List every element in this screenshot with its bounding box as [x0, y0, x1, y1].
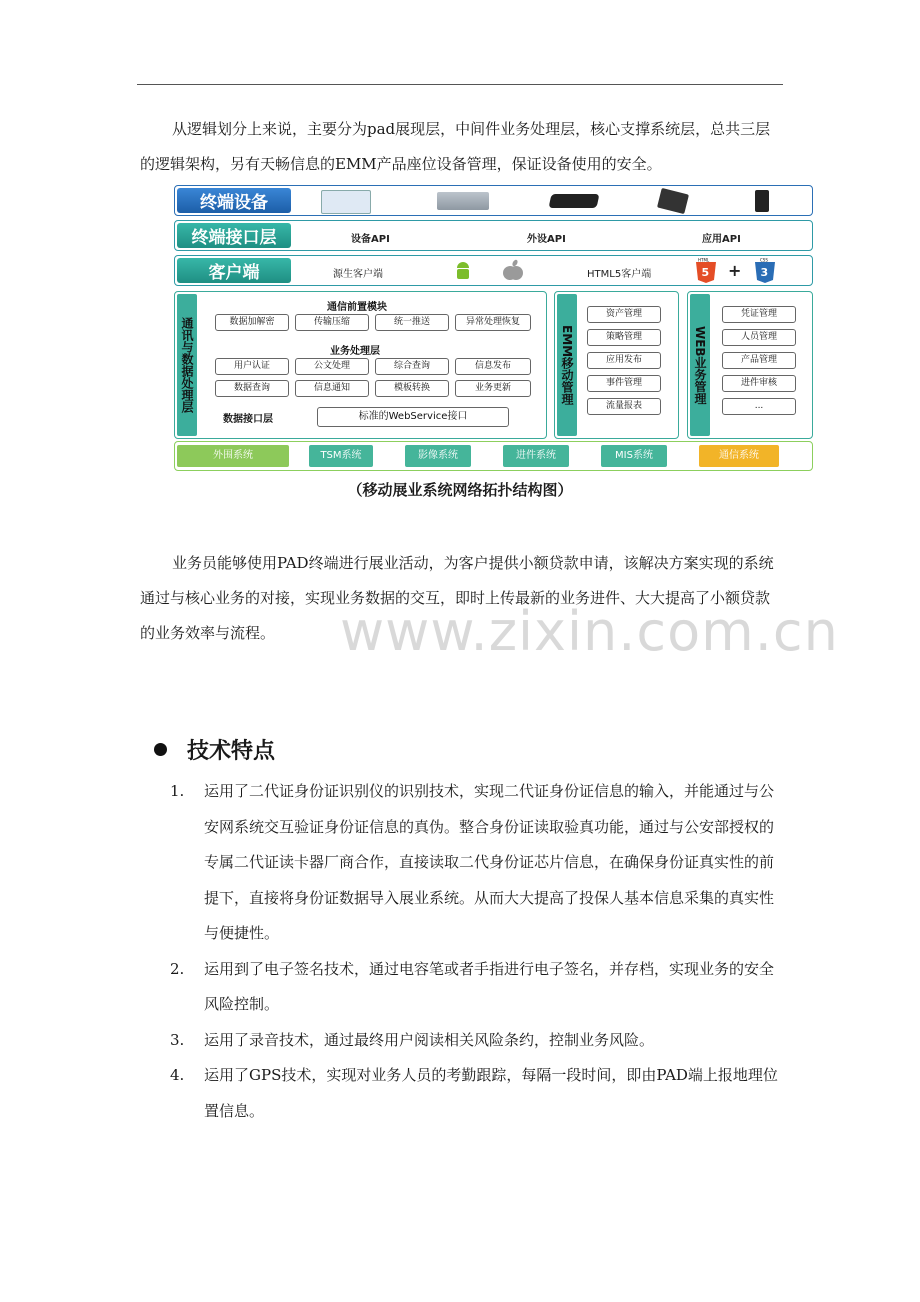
client-band [174, 255, 813, 286]
client-band-label: 客户端 [177, 258, 291, 283]
interface-band-label: 终端接口层 [177, 223, 291, 248]
native-client-label: 源生客户端 [333, 269, 383, 280]
router-image [549, 194, 600, 208]
list-item [160, 774, 785, 952]
webservice-box: 标准的WebService接口 [317, 407, 509, 427]
css-badge: CSS [760, 258, 768, 263]
css3-icon [752, 258, 778, 284]
header-rule [137, 84, 783, 85]
html-badge: HTML [698, 258, 710, 263]
system-box-image: 影像系统 [405, 445, 471, 467]
biz-item: 业务更新 [455, 380, 531, 397]
list-number: 3. [170, 1030, 185, 1049]
prefront-item: 统一推送 [375, 314, 449, 331]
watermark: www.zixin.com.cn [340, 600, 839, 663]
mobile-terminal-image [755, 190, 769, 212]
app-api-label: 应用API [702, 234, 741, 245]
comm-panel [174, 291, 547, 439]
emm-item: 应用发布 [587, 352, 661, 369]
web-vertical-label: WEB业务管理 [690, 294, 710, 436]
section-heading [154, 734, 275, 765]
architecture-diagram [174, 185, 813, 472]
pos-device-image [657, 188, 689, 214]
plus-sign: + [728, 261, 742, 280]
list-number: 2. [170, 959, 185, 978]
emm-vertical-label: EMM移动管理 [557, 294, 577, 436]
emm-panel [554, 291, 679, 439]
prefront-title: 通信前置模块 [327, 302, 387, 313]
prefront-item: 异常处理恢复 [455, 314, 531, 331]
list-item [160, 1058, 785, 1129]
biz-item: 模板转换 [375, 380, 449, 397]
svg-text:3: 3 [760, 266, 769, 279]
emm-item: 流量报表 [587, 398, 661, 415]
system-box-tsm: TSM系统 [309, 445, 373, 467]
peripheral-systems-band [174, 441, 813, 471]
biz-item: 信息通知 [295, 380, 369, 397]
web-item: 人员管理 [722, 329, 796, 346]
apple-icon [502, 259, 524, 283]
list-text: 运用了GPS技术，实现对业务人员的考勤跟踪，每隔一段时间，即由PAD端上报地理位置信息。 [204, 1066, 778, 1120]
comm-vertical-label: 通讯与数据处理层 [177, 294, 197, 436]
biz-item: 公文处理 [295, 358, 369, 375]
system-box-mis: MIS系统 [601, 445, 667, 467]
peripheral-api-label: 外设API [527, 234, 566, 245]
device-api-label: 设备API [351, 234, 390, 245]
emm-item: 资产管理 [587, 306, 661, 323]
list-number: 1. [170, 782, 185, 800]
card-reader-image [437, 192, 489, 210]
tablet-image [321, 190, 371, 214]
biz-item: 数据查询 [215, 380, 289, 397]
biz-title: 业务处理层 [330, 346, 380, 357]
prefront-item: 数据加解密 [215, 314, 289, 331]
web-item: 凭证管理 [722, 306, 796, 323]
system-box-comm: 通信系统 [699, 445, 779, 467]
web-item: 产品管理 [722, 352, 796, 369]
system-box-intake: 进件系统 [503, 445, 569, 467]
html5-client-label: HTML5客户端 [587, 269, 652, 280]
device-band-label: 终端设备 [177, 188, 291, 213]
section-title: 技术特点 [187, 739, 276, 764]
web-item: 进件审核 [722, 375, 796, 392]
prefront-item: 传输压缩 [295, 314, 369, 331]
list-text: 运用了二代证身份证识别仪的识别技术，实现二代证身份证信息的输入，并能通过与公安网系统交互验证身份证信息的真伪。整合身份证读取验真功能，通过与公安部授权的专属二代证读卡器厂商合作，直接读取二代身份证芯片信息，在确保身份证真实性的前提下，直接将身份证数据导入展业系统。从而大大提高了投保人基本信息采集的真实性与便捷性。 [204, 782, 775, 942]
android-icon [452, 260, 474, 282]
web-panel [687, 291, 813, 439]
list-number: 4. [170, 1066, 185, 1084]
biz-item: 用户认证 [215, 358, 289, 375]
solution-paragraph: 业务员能够使用PAD终端进行展业活动，为客户提供小额贷款申请，该解决方案实现的系统通过与核心业务的对接，实现业务数据的交互，即时上传最新的业务进件、大大提高了小额贷款的业务效率与流程。 [140, 554, 774, 642]
biz-item: 综合查询 [375, 358, 449, 375]
diagram-caption: （移动展业系统网络拓扑结构图） [347, 481, 573, 499]
html5-icon [693, 258, 719, 284]
bullet-icon [154, 743, 167, 756]
list-item [160, 952, 785, 1023]
data-interface-label: 数据接口层 [223, 414, 273, 425]
biz-item: 信息发布 [455, 358, 531, 375]
emm-item: 事件管理 [587, 375, 661, 392]
web-item: ... [722, 398, 796, 415]
features-list [160, 774, 785, 1129]
device-band [174, 185, 813, 216]
list-item [160, 1023, 785, 1059]
list-text: 运用到了电子签名技术，通过电容笔或者手指进行电子签名，并存档，实现业务的安全风险控制。 [204, 959, 775, 1013]
list-text: 运用了录音技术，通过最终用户阅读相关风险条约，控制业务风险。 [204, 1030, 655, 1049]
svg-text:5: 5 [701, 266, 710, 279]
intro-paragraph: 从逻辑划分上来说，主要分为pad展现层，中间件业务处理层，核心支撑系统层，总共三层的逻辑架构，另有天畅信息的EMM产品座位设备管理，保证设备使用的安全。 [140, 120, 771, 173]
system-box-peripheral: 外围系统 [177, 445, 289, 467]
interface-band [174, 220, 813, 251]
emm-item: 策略管理 [587, 329, 661, 346]
